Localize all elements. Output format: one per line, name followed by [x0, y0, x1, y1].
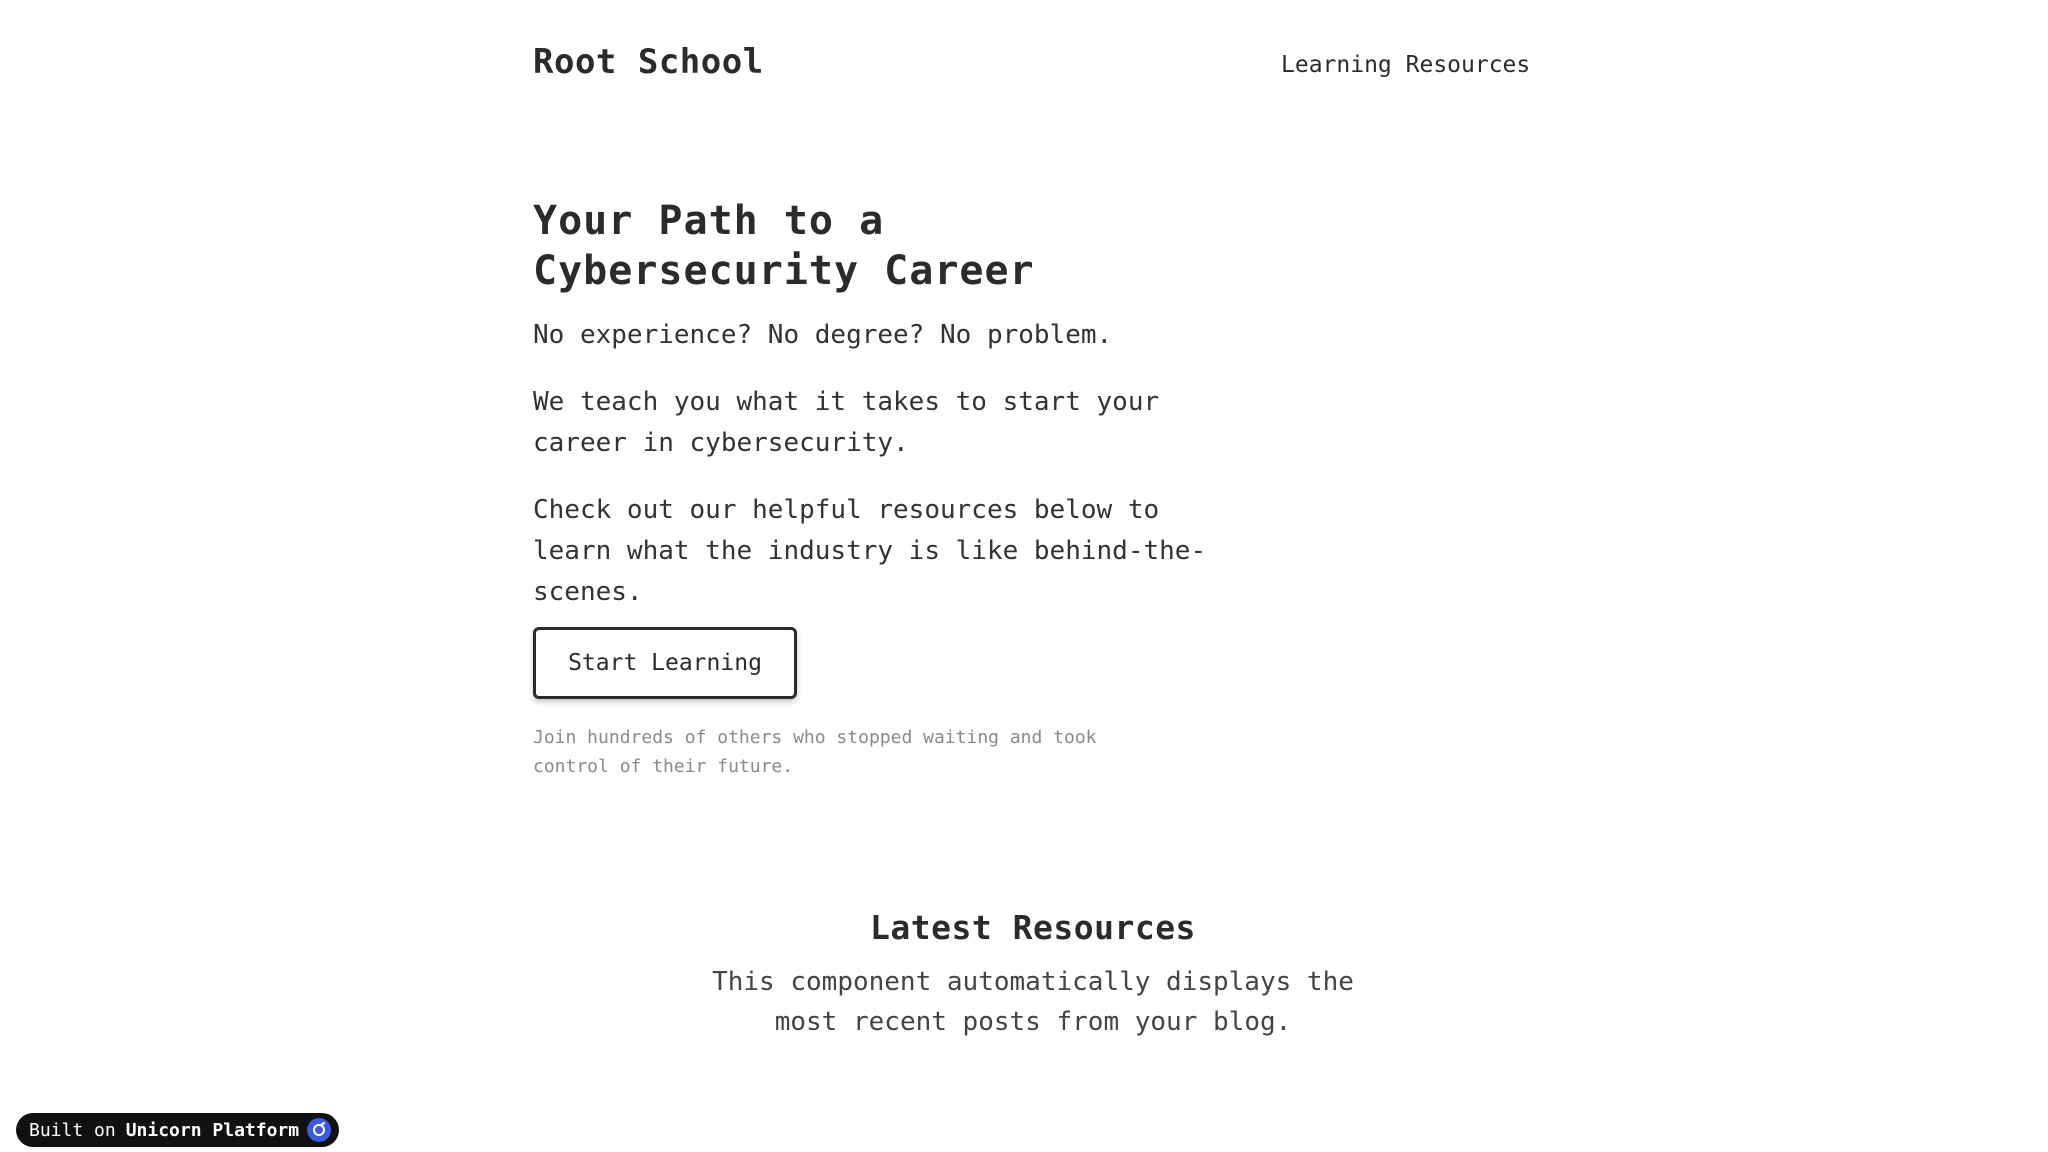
hero-paragraph-2: We teach you what it takes to start your career in cybersecurity.: [533, 387, 1160, 458]
nav-link-learning-resources[interactable]: Learning Resources: [1281, 52, 1531, 78]
hero-paragraph-1: No experience? No degree? No problem.: [533, 320, 1113, 350]
latest-resources-section: [533, 906, 1533, 1042]
hero-section: [533, 196, 1233, 781]
built-on-badge[interactable]: [16, 1113, 339, 1147]
brand-logo[interactable]: Root School: [533, 42, 764, 82]
unicorn-platform-logo-icon: [307, 1118, 331, 1142]
hero-title: Your Path to a Cybersecurity Career: [533, 198, 1035, 294]
badge-name: Unicorn Platform: [125, 1119, 300, 1141]
hero-paragraph-3: Check out our helpful resources below to learn what the industry is like behind-the-scenes.: [533, 495, 1207, 607]
latest-resources-title: Latest Resources: [870, 908, 1196, 947]
latest-resources-description: This component automatically displays the most recent posts from your blog.: [712, 967, 1354, 1037]
badge-prefix: Built on: [29, 1119, 116, 1141]
start-learning-button[interactable]: Start Learning: [533, 627, 797, 699]
hero-note: Join hundreds of others who stopped waiting and took control of their future.: [533, 727, 1097, 777]
